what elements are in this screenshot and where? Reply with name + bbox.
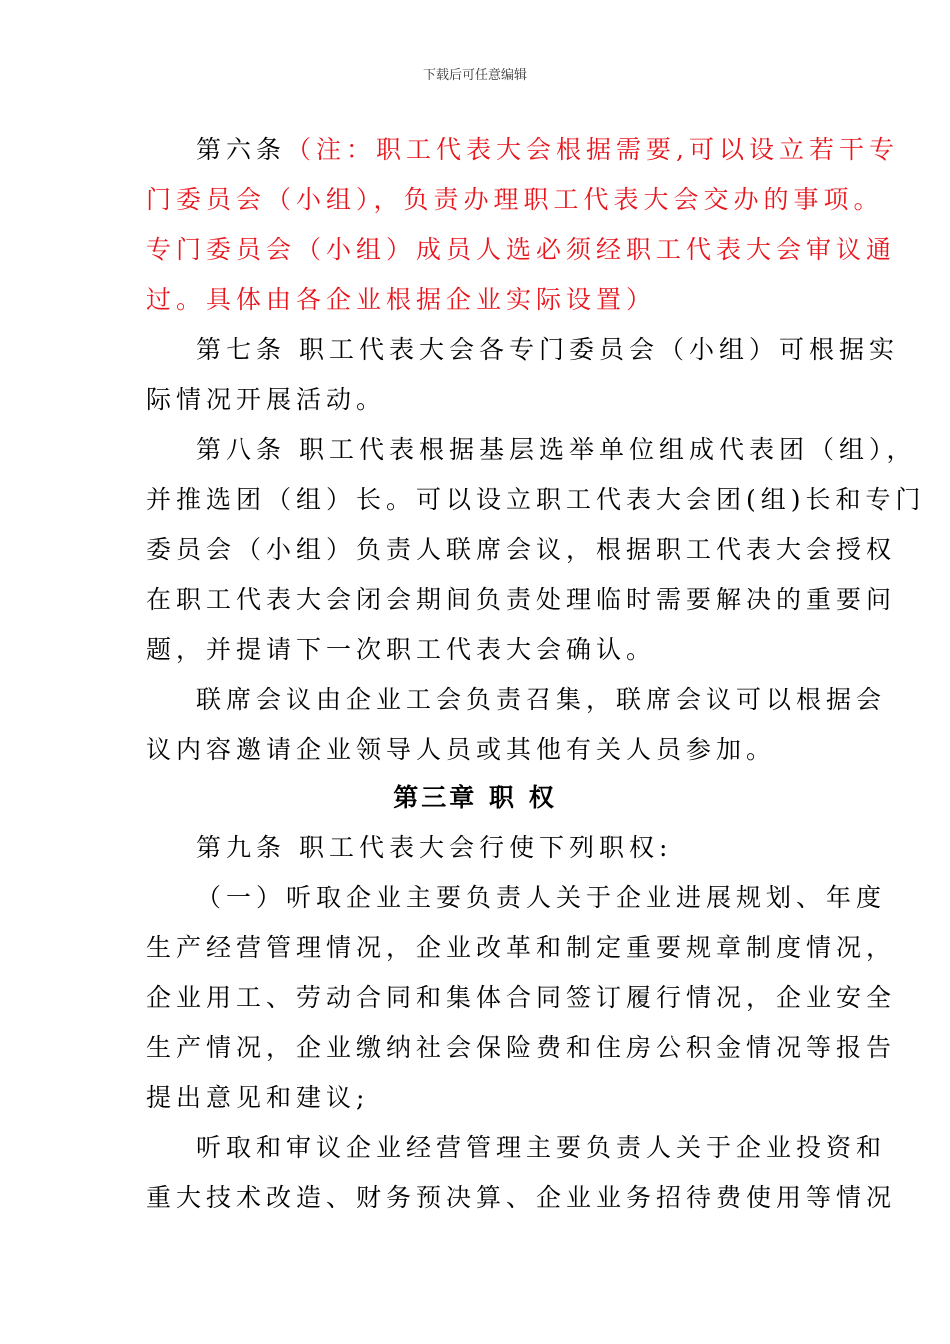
joint-meeting-line1: 联席会议由企业工会负责召集，联席会议可以根据会 — [196, 685, 887, 714]
article7-line1: 第七条 职工代表大会各专门委员会（小组）可根据实 — [196, 335, 899, 364]
article9-item1-line2: 生产经营管理情况，企业改革和制定重要规章制度情况， — [146, 933, 897, 962]
article8-line1: 第八条 职工代表根据基层选举单位组成代表团（组）， — [196, 435, 917, 464]
article6-label: 第六条 — [196, 135, 287, 164]
article9-item1-line5: 提出意见和建议; — [146, 1083, 370, 1112]
article9-item1-line1: （一）听取企业主要负责人关于企业进展规划、年度 — [196, 883, 887, 912]
article6-line4: 过。具体由各企业根据企业实际设置） — [146, 285, 657, 314]
article6-line1 — [196, 133, 899, 167]
article6-line3: 专门委员会（小组）成员人选必须经职工代表大会审议通 — [146, 235, 897, 264]
article9-item1-line4: 生产情况，企业缴纳社会保险费和住房公积金情况等报告 — [146, 1033, 897, 1062]
article8-line3: 委员会（小组）负责人联席会议，根据职工代表大会授权 — [146, 535, 897, 564]
chapter3-heading: 第三章 职 权 — [393, 783, 557, 812]
article9-item1-line3: 企业用工、劳动合同和集体合同签订履行情况，企业安全 — [146, 983, 897, 1012]
page-header: 下载后可任意编辑 — [422, 68, 527, 83]
article9-para2-line1: 听取和审议企业经营管理主要负责人关于企业投资和 — [196, 1133, 887, 1162]
article6-note: （注：职工代表大会根据需要,可以设立若干专 — [286, 135, 899, 164]
article6-line2: 门委员会（小组），负责办理职工代表大会交办的事项。 — [146, 185, 884, 214]
article8-line5: 题，并提请下一次职工代表大会确认。 — [146, 635, 657, 664]
article8-line2: 并推选团（组）长。可以设立职工代表大会团(组)长和专门 — [146, 485, 926, 514]
article7-line2: 际情况开展活动。 — [146, 385, 387, 414]
article9-line1: 第九条 职工代表大会行使下列职权: — [196, 833, 673, 862]
article8-line4: 在职工代表大会闭会期间负责处理临时需要解决的重要问 — [146, 585, 897, 614]
joint-meeting-line2: 议内容邀请企业领导人员或其他有关人员参加。 — [146, 735, 777, 764]
article9-para2-line2: 重大技术改造、财务预决算、企业业务招待费使用等情况 — [146, 1183, 897, 1212]
